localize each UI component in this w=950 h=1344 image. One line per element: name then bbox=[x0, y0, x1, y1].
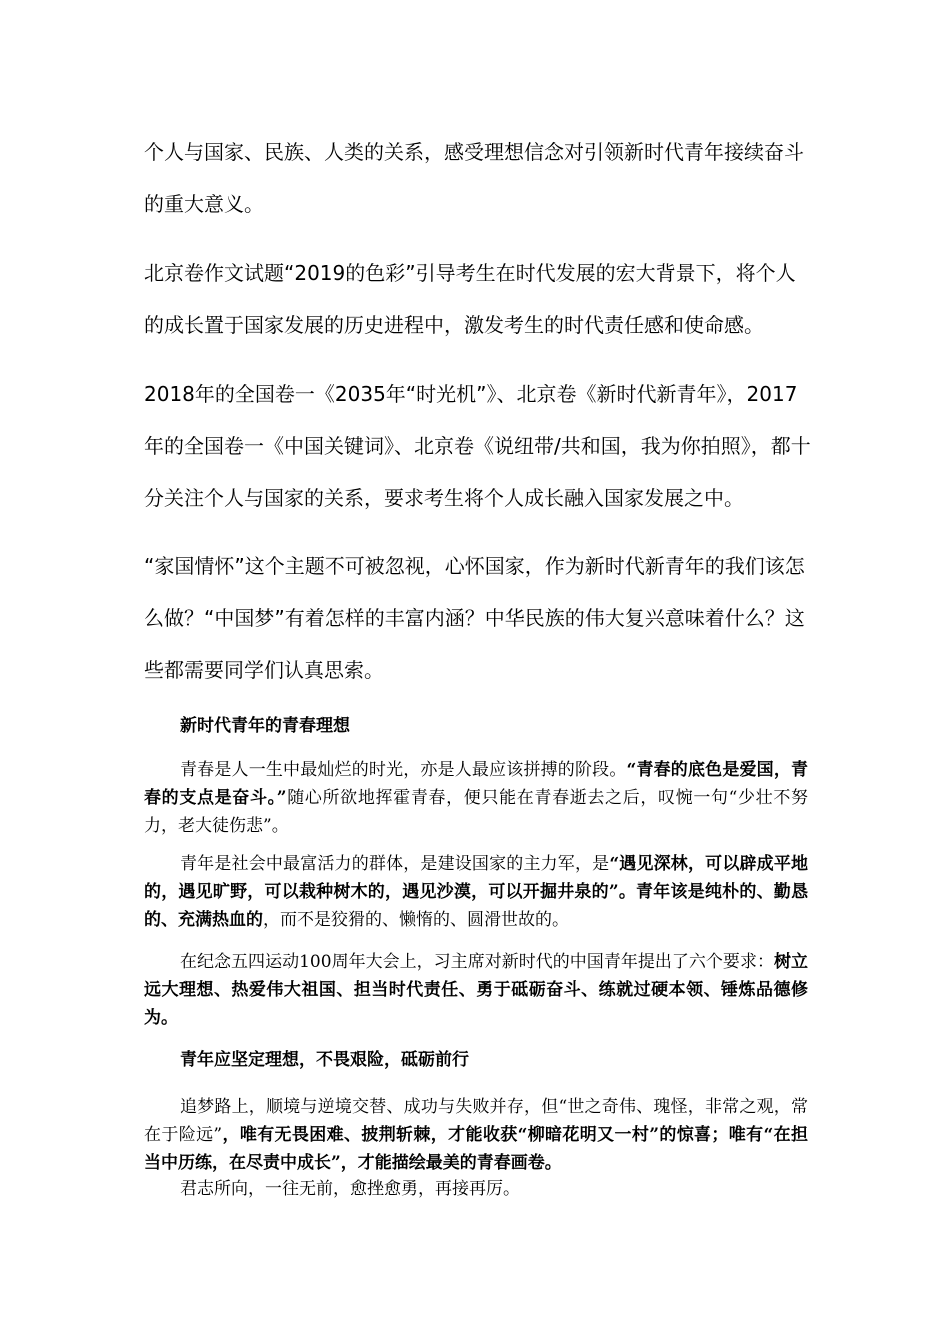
youth-paragraph-2-text-a: 青年是社会中最富活力的群体，是建设国家的主力军，是 bbox=[180, 854, 610, 874]
intro-paragraph-3: 2018年的全国卷一《2035年“时光机”》、北京卷《新时代新青年》，2017年的全国卷一《中国关键词》、北京卷《说纽带/共和国，我为你拍照》，都十分关注个人与国家的关系，要求考生将个人成长融入国家发展之中。 bbox=[144, 382, 811, 510]
ideals-paragraph-1-text-a: 追梦路上，顺境与逆境交替、成功与失败并存，但“世之奇伟、瑰怪，非常之观，常在于险远” bbox=[144, 1097, 808, 1145]
section-heading-youth-ideals: 新时代青年的青春理想 bbox=[180, 716, 350, 736]
ideals-paragraph-1-bold: ，唯有无畏困难、披荆斩棘，才能收获“柳暗花明又一村”的惊喜；唯有“在担当中历练，在尽责中成长”，才能描绘最美的青春画卷。 bbox=[144, 1125, 808, 1173]
ideals-paragraph-1 bbox=[144, 1093, 808, 1177]
youth-paragraph-3 bbox=[144, 948, 808, 1032]
ideals-paragraph-2: 君志所向，一往无前，愈挫愈勇，再接再厉。 bbox=[180, 1179, 520, 1199]
youth-paragraph-3-bold-requirements: 树立远大理想、热爱伟大祖国、担当时代责任、勇于砥砺奋斗、练就过硬本领、锤炼品德修为。 bbox=[144, 952, 808, 1028]
youth-paragraph-2-bold-quote: “遇见深林，可以辟成平地的，遇见旷野，可以栽种树木的，遇见沙漠，可以开掘井泉的”。青年该是纯朴的、勤恳的、充满热血的 bbox=[144, 854, 809, 930]
intro-paragraph-4: “家国情怀”这个主题不可被忽视，心怀国家，作为新时代新青年的我们该怎么做？“中国梦”有着怎样的丰富内涵？中华民族的伟大复兴意味着什么？这些都需要同学们认真思索。 bbox=[144, 554, 805, 682]
youth-paragraph-1-text-a: 青春是人一生中最灿烂的时光，亦是人最应该拼搏的阶段。 bbox=[180, 760, 627, 780]
section-heading-firm-ideals: 青年应坚定理想，不畏艰险，砥砺前行 bbox=[180, 1050, 469, 1070]
youth-paragraph-1 bbox=[144, 756, 808, 840]
youth-paragraph-1-text-c: 随心所欲地挥霍青春，便只能在青春逝去之后，叹惋一句“少壮不努力，老大徒伤悲”。 bbox=[144, 788, 808, 836]
youth-paragraph-3-text-a: 在纪念五四运动100周年大会上，习主席对新时代的中国青年提出了六个要求： bbox=[180, 952, 774, 972]
youth-paragraph-2-text-c: ，而不是狡猾的、懒惰的、圆滑世故的。 bbox=[263, 910, 569, 930]
youth-paragraph-2 bbox=[144, 850, 808, 934]
intro-paragraph-2: 北京卷作文试题“2019的色彩”引导考生在时代发展的宏大背景下，将个人的成长置于国家发展的历史进程中，激发考生的时代责任感和使命感。 bbox=[144, 261, 796, 337]
intro-paragraph-1: 个人与国家、民族、人类的关系，感受理想信念对引领新时代青年接续奋斗的重大意义。 bbox=[144, 140, 804, 216]
youth-paragraph-1-bold-quote: “青春的底色是爱国，青春的支点是奋斗。” bbox=[144, 760, 809, 808]
